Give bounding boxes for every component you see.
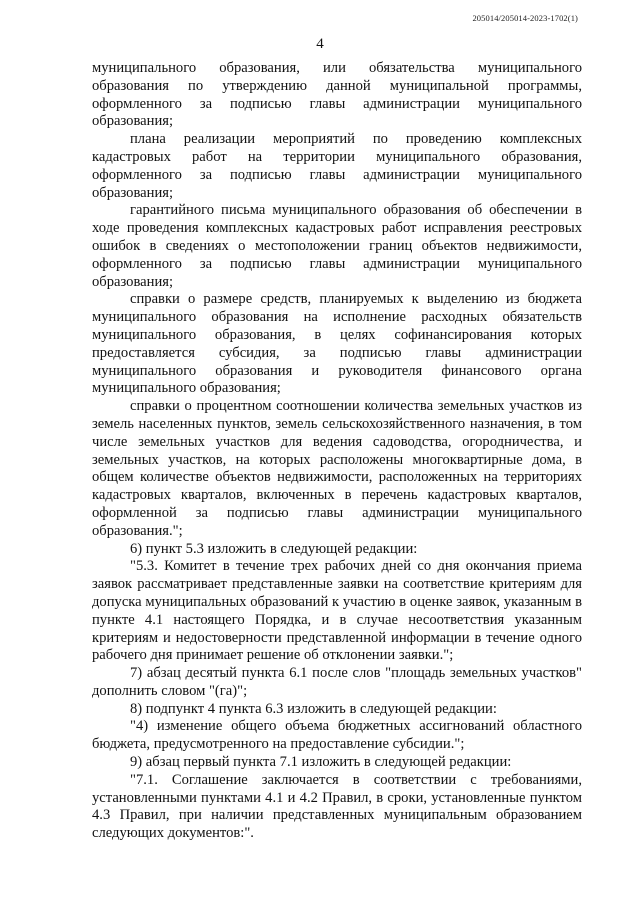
paragraph: 6) пункт 5.3 изложить в следующей редакции: [130, 540, 418, 557]
paragraph-continuation: муниципального образования, или обязательства муниципального образования по утверждению данной муниципальной программы, оформленного за подписью главы администрации муниципального образования; [92, 60, 582, 130]
page-number: 4 [316, 36, 324, 52]
document-body [92, 60, 582, 843]
paragraph: "4) изменение общего объема бюджетных ассигнований областного бюджета, предусмотренного на предоставление субсидии."; [92, 718, 582, 753]
paragraph: "5.3. Комитет в течение трех рабочих дней со дня окончания приема заявок рассматривает представленные заявки на соответствие критериям для допуска муниципальных образований к участию в оценке заявок, указанным в пункте 4.1 настоящего Порядка, и в случае несоответствия указанным критериям и недостоверности представленной информации в течение одного рабочего дня принимает решение об отклонении заявки."; [92, 558, 582, 664]
paragraph: справки о размере средств, планируемых к выделению из бюджета муниципального образования на исполнение расходных обязательств муниципального образования, в целях софинансирования которых предоставляется субсидия, за подписью главы администрации муниципального образования и руководителя финансового органа муниципального образования; [92, 291, 582, 397]
paragraph: справки о процентном соотношении количества земельных участков из земель населенных пунктов, земель сельскохозяйственного назначения, в том числе земельных участков для ведения садоводства, огородничества, и земельных участков, на которых расположены многоквартирные дома, в общем количестве объектов недвижимости, расположенных на территориях кадастровых кварталов, включенных в перечень кадастровых кварталов, оформленной за подписью главы администрации муниципального образования."; [92, 398, 582, 539]
paragraph: плана реализации мероприятий по проведению комплексных кадастровых работ на территории муниципального образования, оформленного за подписью главы администрации муниципального образования; [92, 131, 582, 201]
paragraph: гарантийного письма муниципального образования об обеспечении в ходе проведения комплексных кадастровых работ исправления реестровых ошибок в сведениях о местоположении границ объектов недвижимости, оформленного за подписью главы администрации муниципального образования; [92, 202, 582, 290]
paragraph: "7.1. Соглашение заключается в соответствии с требованиями, установленными пунктами 4.1 и 4.2 Правил, в сроки, установленные пунктом 4.3 Правил, при наличии представленных муниципальным образованием следующих документов:". [92, 771, 582, 842]
document-id: 205014/205014-2023-1702(1) [472, 13, 578, 23]
paragraph: 7) абзац десятый пункта 6.1 после слов "площадь земельных участков" дополнить словом "(га)"; [92, 665, 582, 699]
paragraph: 9) абзац первый пункта 7.1 изложить в следующей редакции: [130, 754, 512, 771]
paragraph: 8) подпункт 4 пункта 6.3 изложить в следующей редакции: [130, 700, 497, 717]
